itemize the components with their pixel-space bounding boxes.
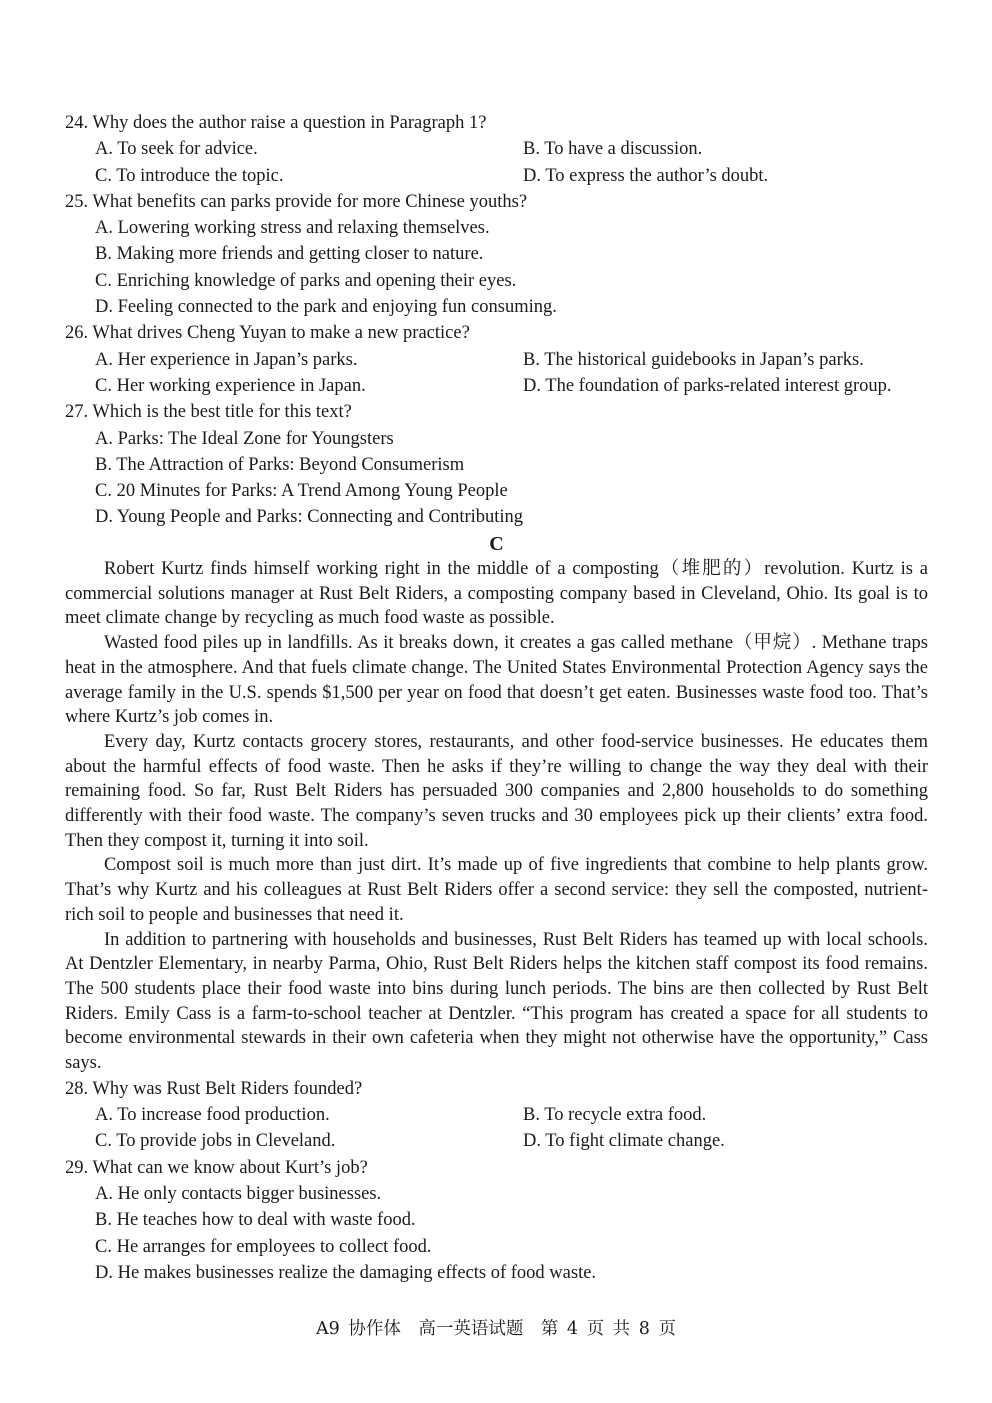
questions-24-27 — [65, 110, 928, 531]
answer-option: B. To have a discussion. — [523, 139, 703, 160]
option-row — [65, 136, 928, 162]
answer-option: A. Her experience in Japan’s parks. — [95, 349, 358, 370]
passage-paragraph: Wasted food piles up in landfills. As it breaks down, it creates a gas called methane（甲烷）. Methane traps heat in the atmosphere. And that fuels climate change. The United States Environmental Protection Agency says the average family in the U.S. spends $1,500 per year on food that doesn’t get eaten. Businesses waste food too. That’s where Kurtz’s job comes in. — [65, 633, 928, 728]
answer-option: C. To introduce the topic. — [95, 165, 284, 186]
question-stem: 24. Why does the author raise a question in Paragraph 1? — [65, 113, 487, 133]
answer-option: C. Enriching knowledge of parks and opening their eyes. — [95, 270, 517, 291]
question-stem: 25. What benefits can parks provide for more Chinese youths? — [65, 191, 528, 212]
answer-option: D. He makes businesses realize the damaging effects of food waste. — [95, 1262, 597, 1283]
answer-option: C. 20 Minutes for Parks: A Trend Among Young People — [95, 481, 508, 502]
answer-option: B. To recycle extra food. — [523, 1105, 707, 1126]
passage-paragraph: Robert Kurtz finds himself working right in the middle of a composting（堆肥的）revolution. Kurtz is a commercial solutions manager at Rust Belt Riders, a composting company based in Cleveland, Ohio. Its goal is to meet climate change by recycling as much food waste as possible. — [65, 559, 928, 629]
answer-option: D. Feeling connected to the park and enjoying fun consuming. — [95, 297, 557, 318]
answer-option: A. To increase food production. — [95, 1105, 330, 1126]
question-block — [65, 110, 928, 189]
answer-option: B. Making more friends and getting closer to nature. — [95, 244, 484, 265]
option-row — [65, 347, 928, 373]
option-row — [65, 1102, 928, 1128]
question-block — [65, 1155, 928, 1286]
question-block — [65, 399, 928, 530]
answer-option: D. The foundation of parks-related interest group. — [523, 375, 892, 396]
answer-option: C. To provide jobs in Cleveland. — [95, 1131, 336, 1152]
passage-paragraph: In addition to partnering with households and businesses, Rust Belt Riders has teamed up with local schools. At Dentzler Elementary, in nearby Parma, Ohio, Rust Belt Riders helps the kitchen staff compost its food remains. The 500 students place their food waste into bins during lunch periods. The bins are then collected by Rust Belt Riders. Emily Cass is a farm-to-school teacher at Dentzler. “This program has created a space for all students to become environmental stewards in their own cafeteria when they might not otherwise have the opportunity,” Cass says. — [65, 929, 928, 1074]
answer-option: B. The historical guidebooks in Japan’s parks. — [523, 349, 864, 370]
answer-option: C. He arranges for employees to collect food. — [95, 1236, 432, 1257]
question-block — [65, 189, 928, 320]
answer-option: D. Young People and Parks: Connecting and Contributing — [95, 507, 524, 528]
answer-option: D. To fight climate change. — [523, 1131, 725, 1152]
option-row — [65, 373, 928, 399]
answer-option: B. He teaches how to deal with waste food. — [95, 1210, 416, 1231]
answer-option: A. To seek for advice. — [95, 139, 258, 160]
questions-28-29 — [65, 1076, 928, 1286]
question-stem: 26. What drives Cheng Yuyan to make a new practice? — [65, 323, 470, 344]
answer-option: A. Lowering working stress and relaxing themselves. — [95, 218, 490, 239]
page-footer: A9 协作体 高一英语试题 第 4 页 共 8 页 — [316, 1319, 676, 1339]
answer-option: C. Her working experience in Japan. — [95, 375, 366, 396]
answer-option: D. To express the author’s doubt. — [523, 165, 769, 186]
passage-paragraph: Compost soil is much more than just dirt. It’s made up of five ingredients that combine to help plants grow. That’s why Kurtz and his colleagues at Rust Belt Riders offer a second service: they sell the composted, nutrient-rich soil to people and businesses that need it. — [65, 855, 928, 925]
section-heading: C — [489, 532, 504, 555]
passage-c — [65, 557, 928, 1076]
answer-option: B. The Attraction of Parks: Beyond Consumerism — [95, 454, 465, 475]
answer-option: A. Parks: The Ideal Zone for Youngsters — [95, 428, 394, 449]
question-block — [65, 320, 928, 399]
passage-paragraph: Every day, Kurtz contacts grocery stores, restaurants, and other food-service businesses. He educates them about the harmful effects of food waste. Then he asks if they’re willing to change the way they deal with their remaining food. So far, Rust Belt Riders has persuaded 300 companies and 2,800 households to do something differently with their food waste. The company’s seven trucks and 30 employees pick up their clients’ extra food. Then they compost it, turning it into soil. — [65, 731, 928, 851]
page-content — [65, 110, 928, 1286]
question-stem: 27. Which is the best title for this text? — [65, 402, 352, 423]
question-stem: 29. What can we know about Kurt’s job? — [65, 1157, 368, 1178]
question-stem: 28. Why was Rust Belt Riders founded? — [65, 1078, 363, 1099]
option-row — [65, 163, 928, 189]
option-row — [65, 1128, 928, 1154]
question-block — [65, 1076, 928, 1155]
answer-option: A. He only contacts bigger businesses. — [95, 1184, 382, 1204]
